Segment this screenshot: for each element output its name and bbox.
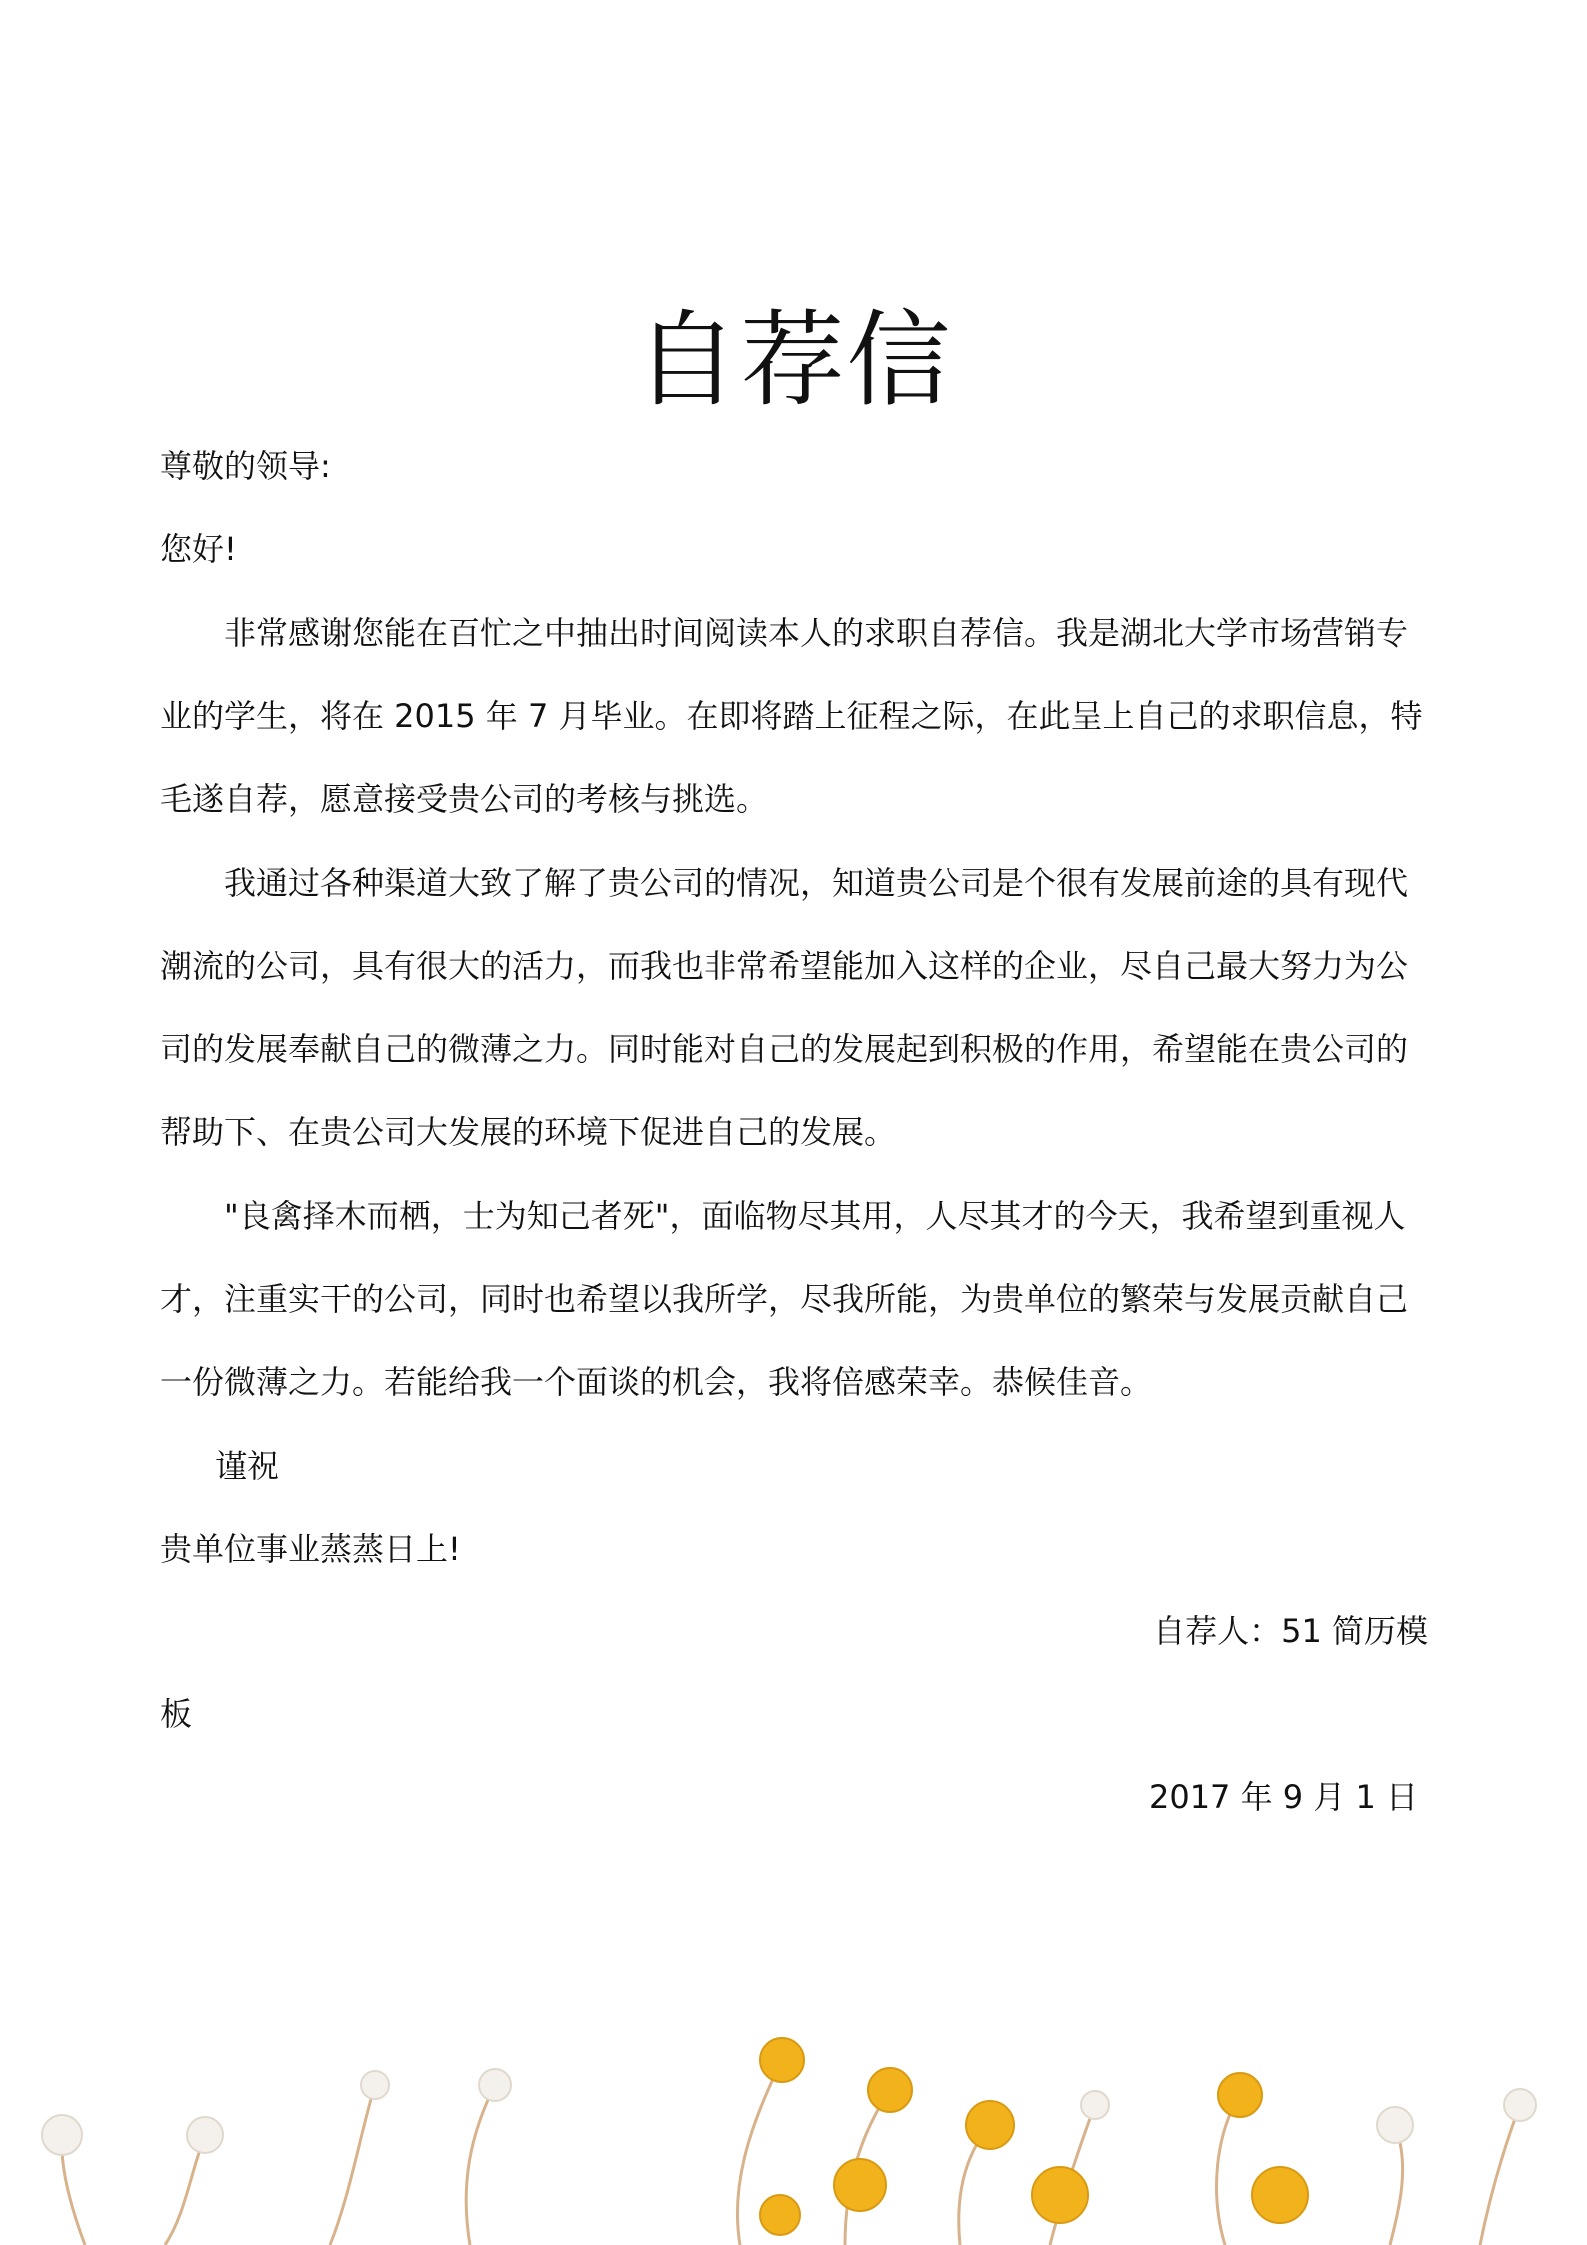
- stem-11: [1480, 2105, 1520, 2245]
- document-title: 自荐信: [634, 299, 953, 421]
- closing-line-1: 谨祝: [215, 1447, 280, 1485]
- yellow-flower-8: [760, 2195, 800, 2235]
- yellow-flower-1: [760, 2038, 804, 2082]
- paragraph-3: "良禽择木而栖，士为知己者死"，面临物尽其用，人尽其才的今天，我希望到重视人才，注重实干的公司，同时也希望以我所学，尽我所能，为贵单位的繁荣与发展贡献自己一份微薄之力。若能给我一个面谈的机会，我将倍感荣幸。恭候佳音。: [160, 1197, 1409, 1401]
- yellow-flower-7: [1252, 2167, 1308, 2223]
- closing-line-2: 贵单位事业蒸蒸日上!: [160, 1530, 461, 1568]
- signature-line: 自荐人：51 简历模: [1153, 1612, 1428, 1650]
- stem-3: [330, 2085, 375, 2245]
- flower-border-illustration: [0, 2015, 1587, 2245]
- salutation: 尊敬的领导:: [160, 447, 331, 485]
- yellow-flower-3: [966, 2101, 1014, 2149]
- white-flower-6: [1377, 2107, 1413, 2143]
- white-flower-5: [1081, 2091, 1109, 2119]
- white-flower-1: [42, 2115, 82, 2155]
- signature-wrap: 板: [160, 1695, 193, 1733]
- date: 2017 年 9 月 1 日: [1148, 1778, 1418, 1816]
- white-flower-3: [361, 2071, 389, 2099]
- yellow-flower-4: [1218, 2073, 1262, 2117]
- paragraph-1: 非常感谢您能在百忙之中抽出时间阅读本人的求职自荐信。我是湖北大学市场营销专业的学生，将在 2015 年 7 月毕业。在即将踏上征程之际，在此呈上自己的求职信息，特毛遂自荐，愿意接受贵公司的考核与挑选。: [160, 614, 1423, 818]
- yellow-flower-5: [834, 2159, 886, 2211]
- greeting: 您好!: [160, 530, 237, 568]
- yellow-flowers: [760, 2038, 1308, 2235]
- white-flower-2: [187, 2117, 223, 2153]
- paragraph-2: 我通过各种渠道大致了解了贵公司的情况，知道贵公司是个很有发展前途的具有现代潮流的公司，具有很大的活力，而我也非常希望能加入这样的企业，尽自己最大努力为公司的发展奉献自己的微薄之力。同时能对自己的发展起到积极的作用，希望能在贵公司的帮助下、在贵公司大发展的环境下促进自己的发展。: [160, 864, 1409, 1151]
- yellow-flower-2: [868, 2068, 912, 2112]
- stem-4: [466, 2085, 495, 2245]
- yellow-flower-6: [1032, 2167, 1088, 2223]
- white-flower-7: [1504, 2089, 1536, 2121]
- white-flower-4: [479, 2069, 511, 2101]
